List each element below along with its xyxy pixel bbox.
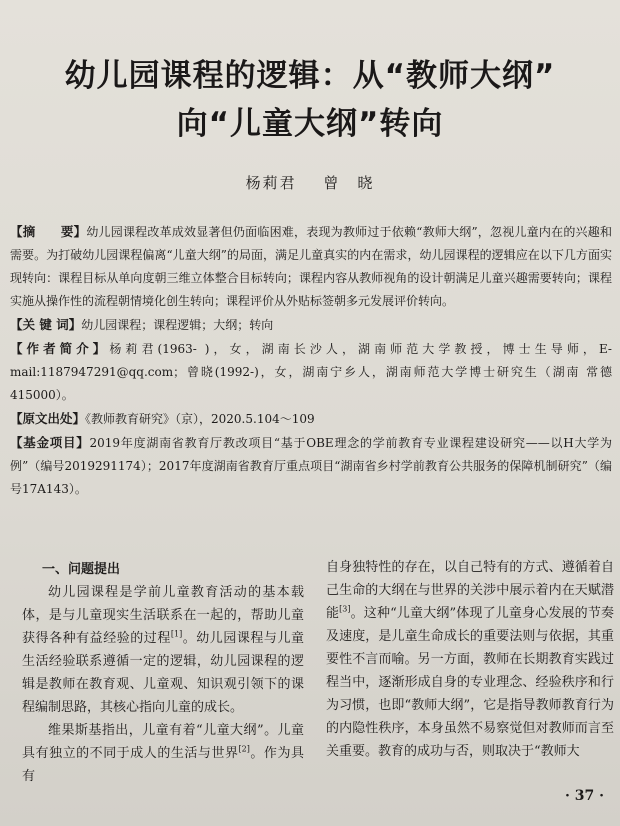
article-metadata [10,220,612,501]
author-info-label: 【作者简介】 [10,341,110,356]
source-label: 【原文出处】 [10,411,86,426]
author-info [10,337,612,407]
paragraph-text: 维果斯基指出，儿童有着“儿童大纲”。儿童具有独立的不同于成人的生活与世界 [22,723,304,761]
paragraph-text: 幼儿园课程是学前儿童教育活动的基本载体，是与儿童现实生活联系在一起的，帮助儿童获得各种有益经验的过程 [22,585,304,646]
author-names [0,172,620,193]
abstract-text: 幼儿园课程改革成效显著但仍面临困难，表现为教师过于依赖“教师大纲”，忽视儿童内在的兴趣和需要。为打破幼儿园课程偏离“儿童大纲”的局面，满足儿童真实的内在需求，幼儿园课程的逻辑应在以下几方面实现转向：课程目标从单向度朝三维立体整合目标转向；课程内容从教师视角的设计朝满足儿童兴趣需要转向；课程实施从操作性的流程朝情境化创生转向；课程评价从外贴标签朝多元发展评价转向。 [10,225,612,308]
citation-ref: [3] [339,604,351,614]
citation-ref: [2] [238,744,250,754]
title-line-2: 向“儿童大纲”转向 [176,106,444,142]
page-number: · 37 · [565,788,604,804]
title-line-1: 幼儿园课程的逻辑：从“教师大纲” [64,58,556,94]
paragraph-text: 。幼儿园课程与儿童生活经验联系遵循一定的逻辑，幼儿园课程的逻辑是教师在教育观、儿童观、知识观引领下的课程编制思路，其核心指向儿童的成长。 [22,631,304,715]
abstract-label: 【摘 要】 [10,224,87,239]
paragraph-text: 。作为具有 [22,746,304,784]
paragraph [22,581,304,719]
paragraph [22,719,304,788]
paragraph-text: 。这种“儿童大纲”体现了儿童身心发展的节奏及速度，是儿童生命成长的重要法则与依据，其重要性不言而喻。另一方面，教师在长期教育实践过程当中，逐渐形成自身的专业理念、经验秩序和行为习惯，也即“教师大纲”，它是指导教师教育行为的内隐性秩序，本身虽然不易察觉但对教师而言至关重要。教育的成功与否，则取决于“教师大 [326,606,614,759]
section-title: 一、问题提出 [42,562,121,577]
keywords [10,313,612,337]
source-text: 《教师教育研究》（京），2020.5.104～109 [85,412,315,426]
keywords-text: 幼儿园课程；课程逻辑；大纲；转向 [81,318,274,332]
paragraph-text: 自身独特性的存在，以自己特有的方式、遵循着自己生命的大纲在与世界的关涉中展示着内在天赋潜能 [326,560,614,621]
article-title [0,52,620,148]
abstract [10,220,612,313]
fund-text: 2019年度湖南省教育厅教改项目“基于OBE理念的学前教育专业课程建设研究——以H大学为例”（编号2019291174）；2017年度湖南省教育厅重点项目“湖南省乡村学前教育公共服务的保障机制研究”（编号17A143）。 [10,436,612,496]
citation-ref: [1] [170,629,183,639]
body-column-left [22,556,304,788]
author-2: 曾 晓 [323,174,375,192]
keywords-label: 【关 键 词】 [10,317,82,332]
author-info-text: 杨莉君(1963- )，女，湖南长沙人，湖南师范大学教授，博士生导师，E-mail:1187947291@qq.com；曾晓(1992-)，女，湖南宁乡人，湖南师范大学博士研究生（湖南 常德 415000）。 [10,342,612,402]
fund [10,431,612,501]
paragraph [326,556,614,763]
body-column-right [326,556,614,763]
fund-label: 【基金项目】 [10,435,90,450]
source [10,407,612,431]
author-1: 杨莉君 [245,174,297,192]
